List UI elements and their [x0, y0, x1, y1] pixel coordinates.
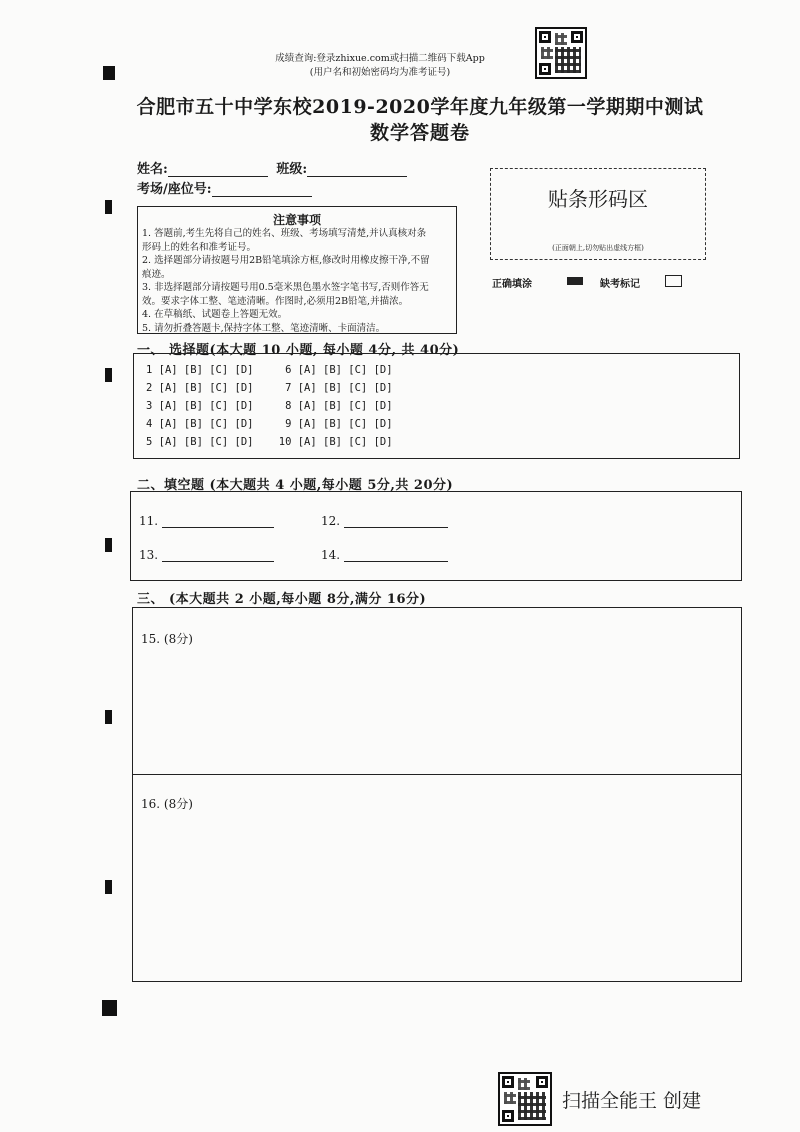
q14-label: 14.	[321, 548, 341, 562]
section2-title: 二、填空题 (本大题共 4 小题,每小题 5分,共 20分)	[137, 478, 454, 493]
name-field-row	[137, 158, 407, 177]
q12-label: 12.	[321, 514, 341, 528]
notice-title: 注意事项	[272, 213, 321, 227]
notice-line: 2. 选择题部分请按题号用2B铅笔填涂方框,修改时用橡皮擦干净,不留	[142, 255, 430, 266]
choice-row[interactable]: 2 [A] [B] [C] [D] 7 [A] [B] [C] [D]	[146, 382, 393, 394]
q11-label: 11.	[139, 514, 159, 528]
timing-mark	[105, 880, 112, 894]
section1-title: 一、 选择题(本大题 10 小题, 每小题 4分, 共 40分)	[137, 343, 460, 358]
score-query-line: 成绩查询:登录zhixue.com或扫描二维码下载App	[275, 53, 485, 64]
q12-row	[321, 514, 448, 528]
barcode-area	[490, 168, 706, 260]
class-field[interactable]	[307, 162, 407, 177]
q11-answer[interactable]	[162, 515, 274, 528]
fill-blank-box	[130, 491, 742, 581]
q14-row	[321, 548, 448, 562]
choice-row[interactable]: 4 [A] [B] [C] [D] 9 [A] [B] [C] [D]	[146, 418, 393, 430]
notice-line: 4. 在草稿纸、试题卷上答题无效。	[142, 309, 288, 320]
scanner-qr-code	[498, 1072, 552, 1126]
q14-answer[interactable]	[344, 549, 448, 562]
correct-fill-label: 正确填涂	[492, 279, 532, 290]
notice-line: 1. 答题前,考生先将自己的姓名、班级、考场填写清楚,并认真核对条	[142, 228, 427, 239]
notice-box	[137, 206, 457, 334]
choice-row[interactable]: 3 [A] [B] [C] [D] 8 [A] [B] [C] [D]	[146, 400, 393, 412]
class-label: 班级:	[276, 162, 308, 177]
notice-line: 形码上的姓名和准考证号。	[142, 241, 257, 253]
seat-field-row	[137, 178, 312, 197]
q13-answer[interactable]	[162, 549, 274, 562]
absent-checkbox[interactable]	[665, 275, 682, 287]
q13-label: 13.	[139, 548, 159, 562]
q16-label: 16. (8分)	[141, 797, 193, 811]
choice-row[interactable]: 5 [A] [B] [C] [D] 10 [A] [B] [C] [D]	[146, 436, 393, 448]
seat-field[interactable]	[212, 182, 312, 197]
timing-mark	[102, 1000, 117, 1016]
notice-line: 效。要求字体工整、笔迹清晰。作图时,必须用2B铅笔,并描浓。	[142, 295, 409, 307]
barcode-area-title: 贴条形码区	[548, 187, 648, 211]
page-title: 合肥市五十中学东校2019-2020学年度九年级第一学期期中测试	[136, 96, 704, 118]
q12-answer[interactable]	[344, 515, 448, 528]
timing-mark	[103, 66, 115, 80]
q13-row	[139, 548, 274, 562]
notice-line: 3. 非选择题部分请按题号用0.5毫米黑色墨水签字笔书写,否则作答无	[142, 282, 429, 293]
q15-answer-box[interactable]	[132, 607, 742, 775]
name-label: 姓名:	[137, 162, 168, 177]
timing-mark	[105, 200, 112, 214]
name-field[interactable]	[168, 162, 268, 177]
q11-row	[139, 514, 274, 528]
barcode-area-note: (正面朝上,切勿贴出虚线方框)	[552, 244, 644, 252]
notice-list	[142, 227, 454, 335]
q15-label: 15. (8分)	[141, 632, 193, 646]
fill-example-row	[490, 272, 706, 292]
notice-line: 5. 请勿折叠答题卡,保持字体工整、笔迹清晰、卡面清洁。	[142, 322, 386, 334]
page-subtitle: 数学答题卷	[369, 122, 470, 144]
qr-code	[535, 27, 587, 79]
q16-answer-box[interactable]	[132, 774, 742, 982]
section3-title: 三、 (本大题共 2 小题,每小题 8分,满分 16分)	[137, 592, 427, 607]
notice-line: 痕迹。	[142, 268, 171, 280]
timing-mark	[105, 538, 112, 552]
correct-fill-mark	[567, 277, 583, 285]
timing-mark	[105, 368, 112, 382]
score-query-note: (用户名和初始密码均为准考证号)	[309, 67, 451, 78]
seat-label: 考场/座位号:	[137, 182, 212, 197]
choice-row[interactable]: 1 [A] [B] [C] [D] 6 [A] [B] [C] [D]	[146, 364, 393, 376]
absent-label: 缺考标记	[600, 279, 640, 290]
choice-answer-box	[133, 353, 740, 459]
scanner-label: 扫描全能王 创建	[562, 1090, 702, 1112]
timing-mark	[105, 710, 112, 724]
